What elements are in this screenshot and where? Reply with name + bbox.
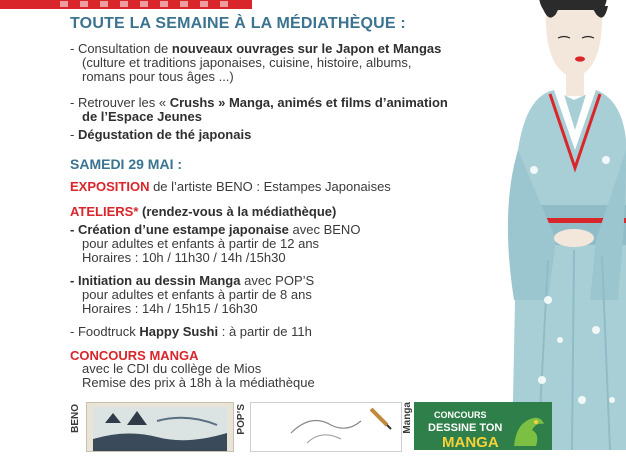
pops-sketch-thumbnail <box>250 402 402 452</box>
week-item-crushs-line2: de l’Espace Jeunes <box>82 109 202 124</box>
workshop-estampe: - Création d’une estampe japonaise avec BENO <box>70 222 361 237</box>
geisha-illustration <box>478 0 626 450</box>
top-banner <box>0 0 252 9</box>
week-item-ouvrages-detail-2: romans pour tous âges ...) <box>82 69 234 84</box>
ateliers-line: ATELIERS* (rendez-vous à la médiathèque) <box>70 204 337 219</box>
saturday-heading: SAMEDI 29 MAI : <box>70 156 183 172</box>
concours-line2: Remise des prix à 18h à la médiathèque <box>82 375 315 390</box>
week-item-ouvrages: - Consultation de nouveaux ouvrages sur le Japon et Mangas <box>70 41 442 56</box>
exposition-line: EXPOSITION de l’artiste BENO : Estampes Japonaises <box>70 179 391 194</box>
workshop-estampe-public: pour adultes et enfants à partir de 12 ans <box>82 236 320 251</box>
beno-artwork-thumbnail <box>86 402 234 452</box>
concours-heading: CONCOURS MANGA <box>70 348 199 363</box>
week-item-crushs: - Retrouver les « Crushs » Manga, animés et films d’animation <box>70 95 448 110</box>
workshop-estampe-hours: Horaires : 10h / 11h30 / 14h /15h30 <box>82 250 286 265</box>
dragon-icon <box>506 406 550 450</box>
concours-line1: avec le CDI du collège de Mios <box>82 361 262 376</box>
workshop-manga: - Initiation au dessin Manga avec POP’S <box>70 273 315 288</box>
pops-label: POP’S <box>236 404 247 435</box>
workshop-manga-public: pour adultes et enfants à partir de 8 ans <box>82 287 312 302</box>
manga-label: Manga <box>402 402 413 434</box>
manga-contest-poster <box>414 402 552 450</box>
week-item-ouvrages-detail: (culture et traditions japonaises, cuisine, histoire, albums, <box>82 55 412 70</box>
foodtruck-line: - Foodtruck Happy Sushi : à partir de 11h <box>70 324 312 339</box>
poster-bottom-text: MANGA <box>442 434 499 450</box>
beno-label: BENO <box>70 404 81 433</box>
poster-top-text: CONCOURS <box>434 410 487 420</box>
week-heading: TOUTE LA SEMAINE À LA MÉDIATHÈQUE : <box>70 15 406 32</box>
week-item-the: - Dégustation de thé japonais <box>70 127 252 142</box>
workshop-manga-hours: Horaires : 14h / 15h15 / 16h30 <box>82 301 258 316</box>
poster-main-text: DESSINE TON <box>428 422 503 434</box>
